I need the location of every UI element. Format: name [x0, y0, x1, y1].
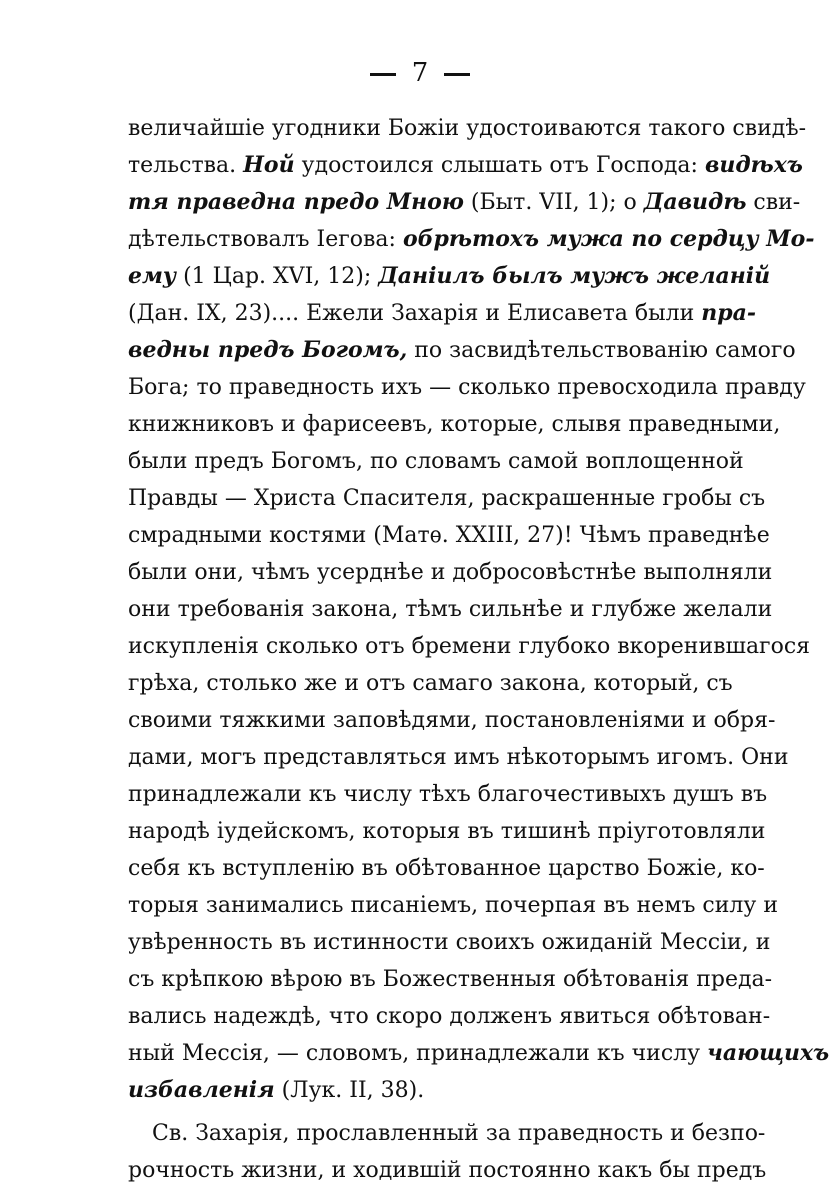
- text-line: [128, 813, 766, 850]
- text-line: [128, 517, 770, 554]
- text-segment: величайшіе угодники Божіи удостоиваются такого свидѣ-: [128, 116, 807, 141]
- text-line: [128, 1115, 766, 1152]
- text-segment: по засвидѣтельствованію самого: [407, 338, 796, 363]
- text-segment: были они, чѣмъ усерднѣе и добросовѣстнѣе выполняли: [128, 560, 773, 585]
- page-number: 7: [411, 58, 429, 88]
- header-dash-right: [444, 73, 470, 76]
- text-line: [128, 702, 776, 739]
- text-segment: своими тяжкими заповѣдями, постановленіями и обря-: [128, 708, 776, 733]
- text-line: [128, 221, 815, 258]
- text-line: [128, 739, 789, 776]
- text-segment: рочность жизни, и ходившій постоянно какъ бы предъ: [128, 1158, 767, 1183]
- text-line: [128, 998, 771, 1035]
- italic-segment: пра-: [701, 300, 757, 326]
- text-line: [128, 406, 781, 443]
- italic-segment: Давидѣ: [643, 189, 747, 215]
- text-segment: увѣренность въ истинности своихъ ожиданій Мессіи, и: [128, 930, 771, 955]
- text-line: [128, 924, 771, 961]
- text-line: [128, 554, 773, 591]
- text-segment: были предъ Богомъ, по словамъ самой воплощенной: [128, 449, 744, 474]
- text-segment: (Лук. II, 38).: [274, 1078, 425, 1103]
- text-line: [128, 110, 807, 147]
- text-segment: искупленія сколько отъ бремени глубоко вкоренившагося: [128, 634, 811, 659]
- italic-segment: избавленія: [128, 1077, 275, 1103]
- italic-segment: Ной: [243, 152, 295, 178]
- italic-segment: тя праведна предо Мною: [128, 189, 464, 215]
- text-line: [128, 480, 766, 517]
- text-line: [128, 628, 811, 665]
- text-segment: съ крѣпкою вѣрою въ Божественныя обѣтованія преда-: [128, 967, 773, 992]
- text-segment: тельства.: [128, 153, 244, 178]
- text-segment: они требованія закона, тѣмъ сильнѣе и глубже желали: [128, 597, 773, 622]
- text-line: [128, 591, 773, 628]
- text-segment: дами, могъ представляться имъ нѣкоторымъ игомъ. Они: [128, 745, 789, 770]
- italic-segment: ему: [128, 263, 177, 289]
- text-segment: (Быт. VII, 1); о: [463, 190, 644, 215]
- header-dash-left: [370, 73, 396, 76]
- text-line: [128, 850, 765, 887]
- text-line: [128, 1152, 767, 1189]
- text-line: [128, 147, 803, 184]
- text-segment: Бога; то праведность ихъ — сколько превосходила правду: [128, 375, 806, 400]
- text-line: [128, 1035, 830, 1072]
- text-line: [128, 776, 768, 813]
- text-segment: удостоился слышать отъ Господа:: [294, 153, 705, 178]
- text-line: [128, 258, 771, 295]
- text-segment: книжниковъ и фарисеевъ, которые, слывя праведными,: [128, 412, 781, 437]
- text-line: [128, 332, 796, 369]
- text-segment: сви-: [746, 190, 801, 215]
- text-segment: (1 Цар. XVI, 12);: [176, 264, 379, 289]
- text-segment: торыя занимались писаніемъ, почерпая въ немъ силу и: [128, 893, 778, 918]
- text-segment: грѣха, столько же и отъ самаго закона, который, съ: [128, 671, 733, 696]
- italic-segment: ведны предъ Богомъ,: [128, 337, 408, 363]
- text-line: [128, 295, 757, 332]
- text-line: [128, 184, 801, 221]
- italic-segment: обрѣтохъ мужа по сердцу Мо-: [402, 226, 815, 252]
- text-line: [128, 443, 744, 480]
- text-segment: дѣтельствовалъ Іегова:: [128, 227, 403, 252]
- text-segment: смрадными костями (Матѳ. XXIII, 27)! Чѣмъ праведнѣе: [128, 523, 770, 548]
- text-segment: (Дан. IX, 23).... Ежели Захарія и Елисавета были: [128, 301, 702, 326]
- italic-segment: видѣхъ: [704, 152, 803, 178]
- text-line: [128, 961, 773, 998]
- text-line: [128, 1072, 714, 1109]
- italic-segment: Даніилъ былъ мужъ желаній: [378, 263, 771, 289]
- text-segment: принадлежали къ числу тѣхъ благочестивыхъ душъ въ: [128, 782, 768, 807]
- text-line: [128, 369, 806, 406]
- text-segment: Св. Захарія, прославленный за праведность и безпо-: [152, 1121, 766, 1146]
- page-header: [0, 58, 840, 88]
- text-segment: вались надеждѣ, что скоро долженъ явиться обѣтован-: [128, 1004, 771, 1029]
- text-segment: себя къ вступленію въ обѣтованное царство Божіе, ко-: [128, 856, 765, 881]
- text-line: [128, 665, 733, 702]
- body-text: [128, 110, 830, 1189]
- text-segment: ный Мессія, — словомъ, принадлежали къ числу: [128, 1041, 708, 1066]
- text-segment: народѣ іудейскомъ, которыя въ тишинѣ пріуготовляли: [128, 819, 766, 844]
- text-line: [128, 887, 778, 924]
- text-segment: Правды — Христа Спасителя, раскрашенные гробы съ: [128, 486, 766, 511]
- italic-segment: чающихъ: [707, 1040, 830, 1066]
